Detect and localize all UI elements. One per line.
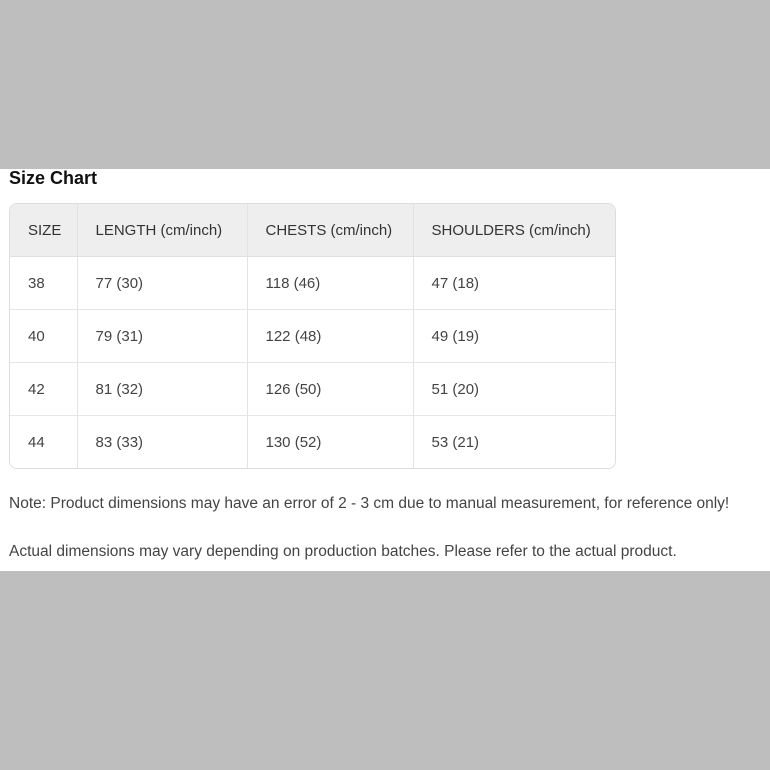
header-shoulders: SHOULDERS (cm/inch) xyxy=(413,204,615,257)
cell-chest: 118 (46) xyxy=(247,257,413,310)
measurement-error-note: Note: Product dimensions may have an error of 2 - 3 cm due to manual measurement, for reference only! xyxy=(9,495,730,512)
cell-length: 79 (31) xyxy=(77,310,247,363)
header-chests: CHESTS (cm/inch) xyxy=(247,204,413,257)
header-size: SIZE xyxy=(10,204,77,257)
cell-size: 44 xyxy=(10,416,77,469)
cell-size: 42 xyxy=(10,363,77,416)
cell-length: 77 (30) xyxy=(77,257,247,310)
table-row xyxy=(10,310,615,363)
batch-variation-note: Actual dimensions may vary depending on production batches. Please refer to the actual product. xyxy=(9,543,677,560)
cell-size: 40 xyxy=(10,310,77,363)
size-table-container xyxy=(9,203,616,469)
size-chart-panel xyxy=(0,169,770,571)
table-row xyxy=(10,363,615,416)
cell-length: 83 (33) xyxy=(77,416,247,469)
cell-chest: 122 (48) xyxy=(247,310,413,363)
size-table xyxy=(10,204,615,468)
cell-chest: 126 (50) xyxy=(247,363,413,416)
cell-shoulders: 47 (18) xyxy=(413,257,615,310)
cell-shoulders: 53 (21) xyxy=(413,416,615,469)
cell-length: 81 (32) xyxy=(77,363,247,416)
table-row xyxy=(10,416,615,469)
size-chart-title: Size Chart xyxy=(9,168,98,188)
table-header-row xyxy=(10,204,615,257)
header-length: LENGTH (cm/inch) xyxy=(77,204,247,257)
cell-size: 38 xyxy=(10,257,77,310)
cell-chest: 130 (52) xyxy=(247,416,413,469)
cell-shoulders: 51 (20) xyxy=(413,363,615,416)
cell-shoulders: 49 (19) xyxy=(413,310,615,363)
table-row xyxy=(10,257,615,310)
